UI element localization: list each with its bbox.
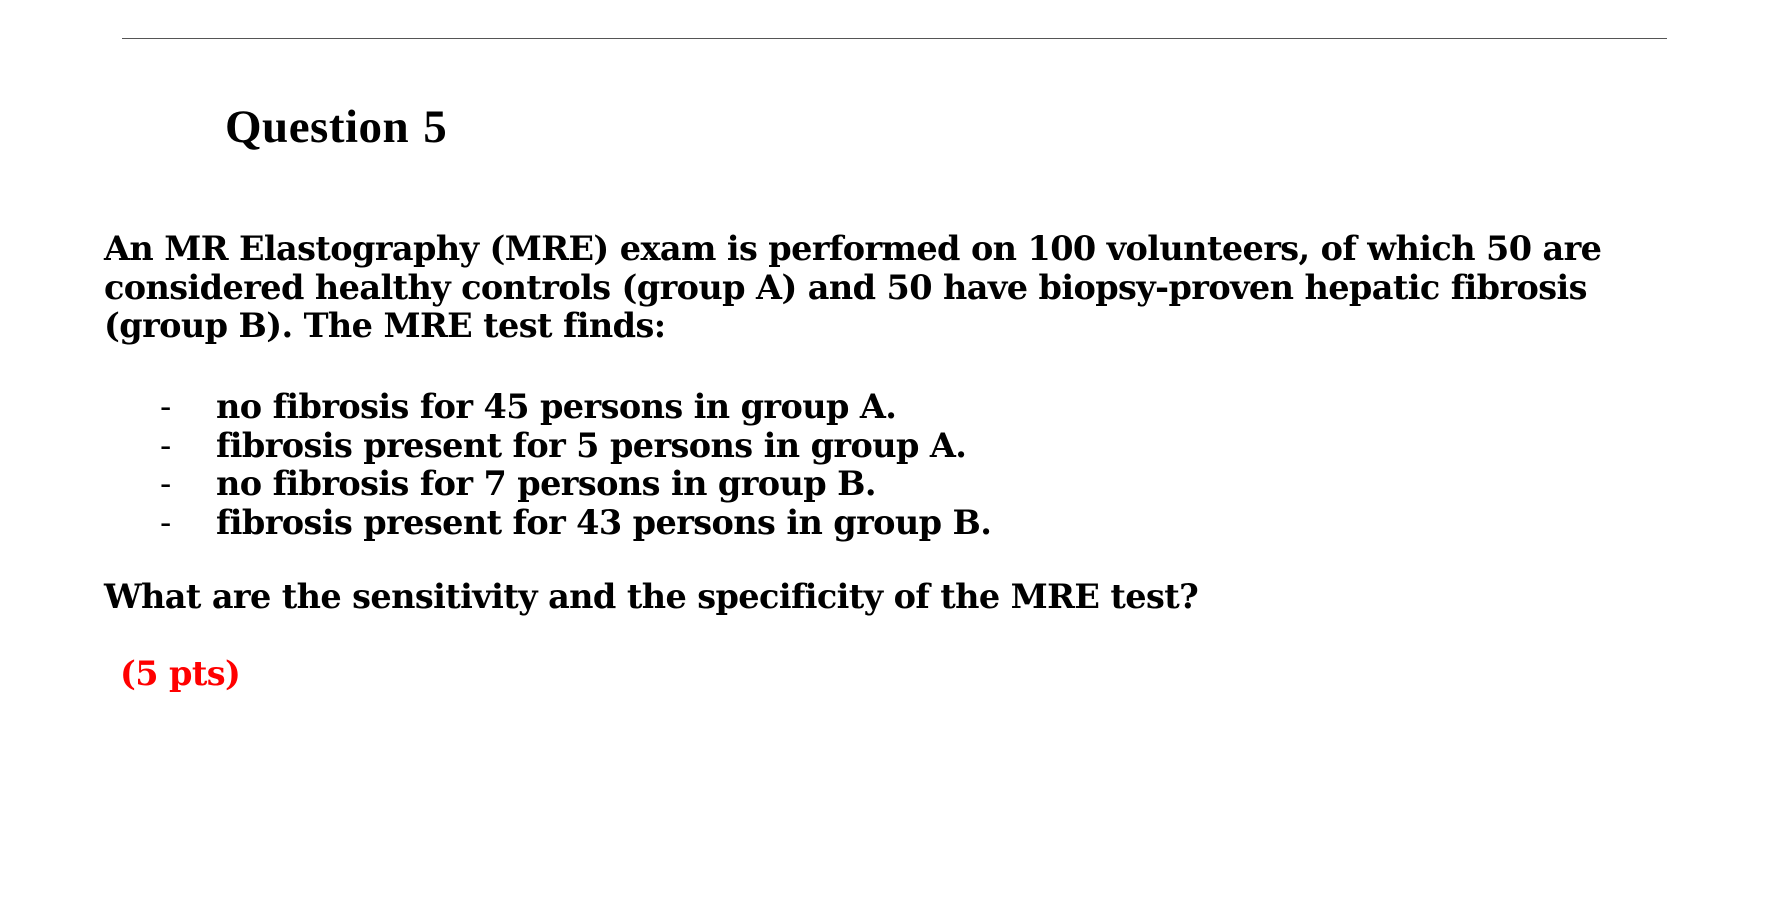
list-item xyxy=(160,427,991,466)
list-bullet: - xyxy=(160,425,171,465)
list-bullet: - xyxy=(160,464,171,503)
list-bullet: - xyxy=(160,387,171,426)
top-divider xyxy=(122,38,1667,39)
findings-list xyxy=(160,388,991,542)
question-ask: What are the sensitivity and the specificity of the MRE test? xyxy=(104,577,1199,616)
list-item xyxy=(160,504,991,543)
finding-text: fibrosis present for 5 persons in group A. xyxy=(216,425,967,465)
question-number: 5 xyxy=(423,101,448,153)
question-title xyxy=(225,100,447,154)
list-item xyxy=(160,388,991,427)
question-label: Question xyxy=(225,101,410,153)
question-prompt: An MR Elastography (MRE) exam is performed on 100 volunteers, of which 50 are considered healthy controls (group A) and 50 have biopsy-proven hepatic fibrosis (group B). The MRE test finds: xyxy=(104,229,1602,345)
list-bullet: - xyxy=(160,502,171,542)
finding-text: no fibrosis for 45 persons in group A. xyxy=(216,387,897,426)
finding-text: fibrosis present for 43 persons in group B. xyxy=(216,502,992,542)
list-item xyxy=(160,465,991,504)
points-label: (5 pts) xyxy=(120,654,241,693)
finding-text: no fibrosis for 7 persons in group B. xyxy=(216,464,876,503)
